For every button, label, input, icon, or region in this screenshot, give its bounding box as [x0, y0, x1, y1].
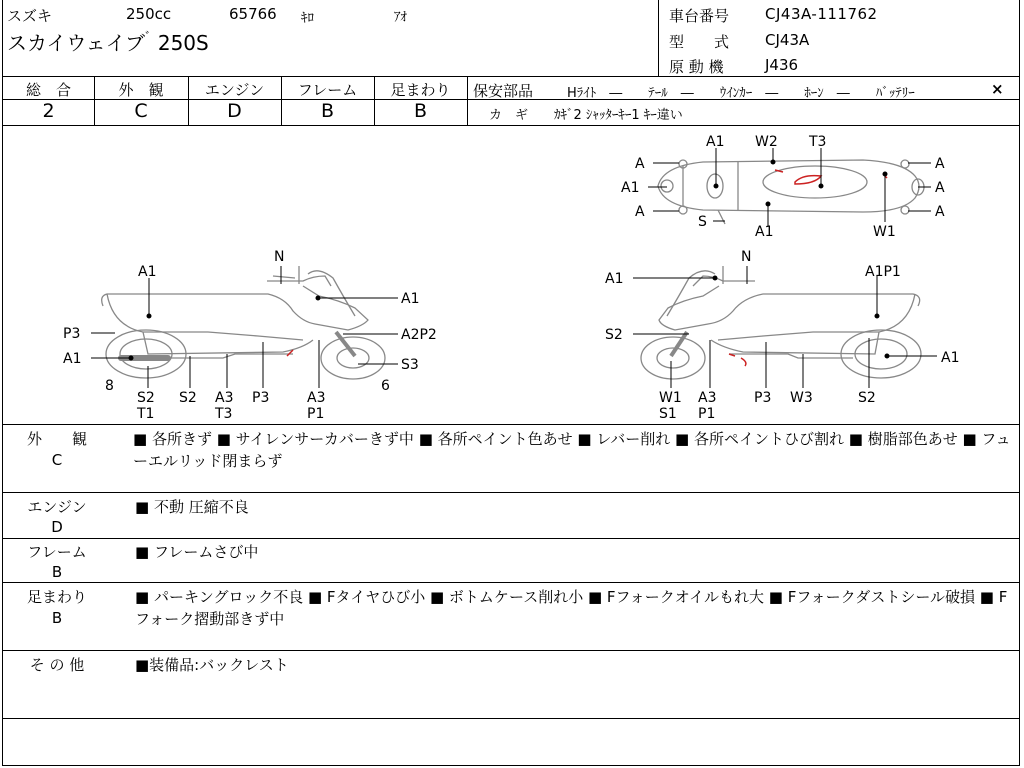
grade-exterior-value: C	[134, 100, 148, 122]
engine-label: 原 動 機	[669, 58, 724, 76]
section-other-label: そ の 他	[29, 656, 85, 674]
label-right-p3: P3	[754, 390, 772, 406]
section-other-text: ■装備品:バックレスト	[135, 656, 289, 674]
maker: スズキ	[7, 7, 53, 25]
section-engine-label: エンジン	[27, 498, 87, 516]
label-left-a3: A3	[215, 390, 234, 406]
grade-overall-value: 2	[42, 100, 55, 122]
label-right-a3: A3	[698, 390, 717, 406]
label-top-a1-left: A1	[621, 180, 640, 196]
grade-frame-value: B	[320, 100, 335, 122]
label-left-a1-muffler: A1	[63, 351, 82, 367]
section-suspension-label: 足まわり	[26, 588, 87, 606]
section-frame-text: ■ フレームさび中	[135, 543, 259, 561]
frame-no-label: 車台番号	[669, 7, 730, 25]
safety-label: 保安部品	[473, 82, 534, 100]
label-left-8: 8	[105, 378, 114, 394]
label-top-a-right-3: A	[935, 204, 945, 220]
label-left-t3: T3	[215, 406, 233, 422]
section-engine-text: ■ 不動 圧縮不良	[135, 498, 249, 516]
type-value: CJ43A	[765, 31, 810, 49]
label-top-a-right-1: A	[935, 156, 945, 172]
label-left-6: 6	[381, 378, 390, 394]
label-left-s2: S2	[179, 390, 197, 406]
label-top-a-left-2: A	[635, 204, 645, 220]
label-left-s3: S3	[401, 357, 419, 373]
label-left-a1-seat: A1	[138, 264, 157, 280]
grade-exterior-label: 外 観	[118, 81, 164, 99]
damage-marks	[287, 170, 887, 366]
label-top-a1: A1	[706, 134, 725, 150]
label-left-a2p2: A2P2	[401, 327, 437, 343]
type-label: 型 式	[669, 33, 730, 51]
label-left-a3-front: A3	[307, 390, 326, 406]
label-left-t1: T1	[137, 406, 155, 422]
label-right-a1p1: A1P1	[865, 264, 901, 280]
mileage-unit: ｷﾛ	[301, 11, 314, 26]
model-name-text: スカイウェイブ	[7, 31, 145, 55]
battery-mark: ×	[991, 80, 1004, 98]
label-left-p3-floor: P3	[252, 390, 270, 406]
label-top-w1: W1	[873, 224, 896, 240]
section-frame-label: フレーム	[27, 543, 87, 561]
label-left-p1: P1	[307, 406, 325, 422]
grade-engine-value: D	[227, 100, 242, 122]
left-side-view-sketch	[102, 266, 385, 379]
label-top-a-left-1: A	[635, 156, 645, 172]
engine-value: J436	[765, 56, 799, 74]
label-right-s2-front: S2	[605, 327, 623, 343]
label-top-a1-bottom: A1	[755, 224, 774, 240]
grade-suspension-value: B	[413, 100, 428, 122]
label-right-w1: W1	[659, 390, 682, 406]
label-right-a1-rear: A1	[941, 350, 960, 366]
section-frame-grade: B	[51, 563, 63, 581]
model-suffix: 250S	[157, 31, 209, 55]
section-suspension-text: ■ パーキングロック不良 ■ Fタイヤひび小 ■ ボトムケース削れ小 ■ Fフォークオイルもれ大 ■ Fフォークダストシール破損 ■ Fフォーク摺動部きず中	[135, 588, 1008, 628]
model-name: スカイウェイブ$^ﾞ$ 250S	[7, 31, 209, 55]
right-side-view-sketch	[641, 266, 921, 379]
grade-engine-label: エンジン	[204, 81, 265, 99]
label-left-p3: P3	[63, 326, 81, 342]
label-left-n: N	[274, 249, 285, 265]
body-color: ｱｵ	[394, 10, 407, 25]
label-right-s2-rear: S2	[858, 390, 876, 406]
section-exterior-label: 外 観	[26, 430, 87, 448]
key-row: カ ギ ｶｷﾞ2 ｼｬｯﾀｰｷｰ1 ｷｰ違い	[489, 108, 683, 123]
grade-overall-label: 総 合	[25, 81, 71, 99]
label-top-w2: W2	[755, 134, 778, 150]
label-left-a1-front: A1	[401, 291, 420, 307]
label-right-p1: P1	[698, 406, 716, 422]
label-top-s: S	[698, 214, 707, 230]
section-exterior-grade: C	[51, 451, 63, 469]
damage-diagram	[3, 126, 1019, 424]
safety-items: Hﾗｲﾄ ― ﾃｰﾙ ― ｳｲﾝｶｰ ― ﾎｰﾝ ― ﾊﾞｯﾃﾘｰ	[567, 86, 915, 101]
label-left-s2-rear: S2	[137, 390, 155, 406]
label-right-s1: S1	[659, 406, 677, 422]
section-engine-grade: D	[51, 518, 63, 536]
section-suspension-grade: B	[51, 609, 63, 627]
label-right-n: N	[741, 249, 752, 265]
label-right-w3: W3	[790, 390, 813, 406]
frame-no: CJ43A-111762	[765, 5, 878, 23]
section-exterior-text: ■ 各所きず ■ サイレンサーカバーきず中 ■ 各所ペイント色あせ ■ レバー削れ ■ 各所ペイントひび割れ ■ 樹脂部色あせ ■ フューエルリッド閉まらず	[133, 430, 1011, 470]
displacement: 250cc	[126, 5, 172, 23]
mileage: 65766	[229, 5, 277, 23]
leader-lines	[91, 148, 937, 388]
grade-frame-label: フレーム	[297, 81, 358, 99]
label-top-a-right-2: A	[935, 180, 945, 196]
label-top-t3: T3	[809, 134, 827, 150]
inspection-sheet	[2, 0, 1020, 766]
grade-suspension-label: 足まわり	[390, 81, 451, 99]
label-right-a1-front: A1	[605, 271, 624, 287]
